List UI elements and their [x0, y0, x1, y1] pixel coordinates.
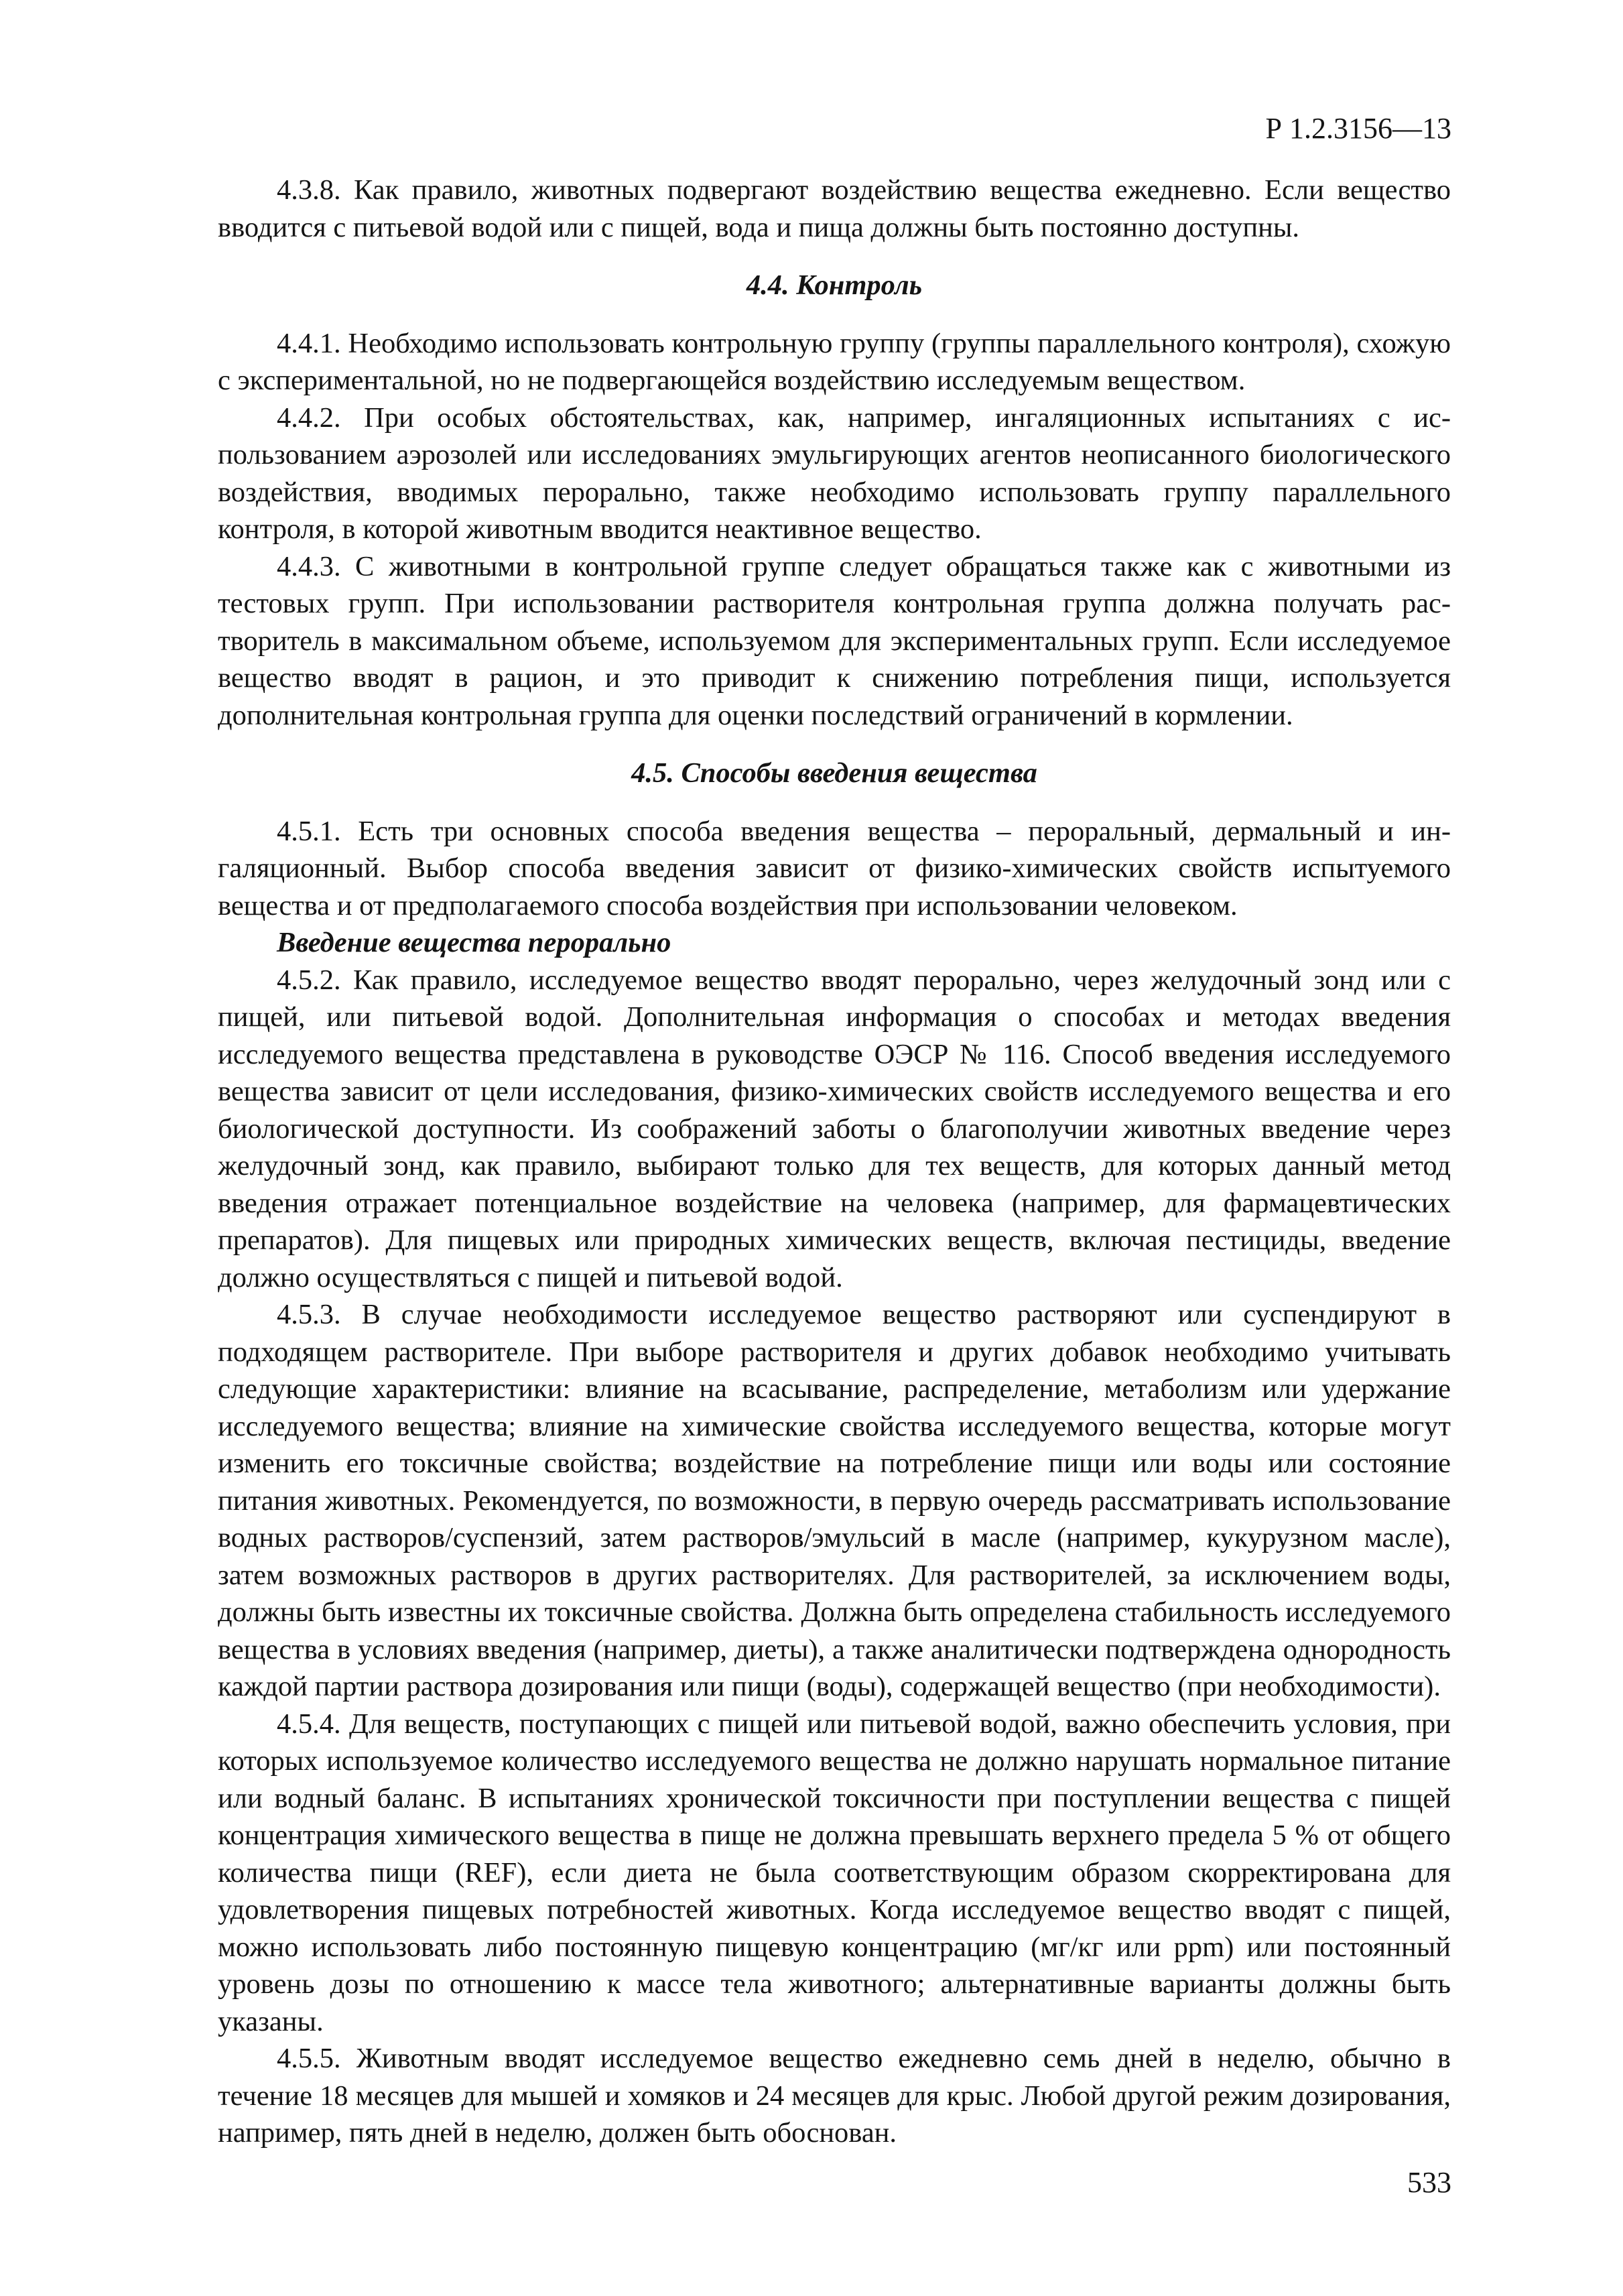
paragraph-4-4-3: 4.4.3. С животными в контрольной группе следует обращаться также как с животными из тестовых групп. При использовании растворителя контрольная группа должна получать растворитель в максимальном объеме, используемом для экспериментальных групп. Если исследуемое вещество вводят в рацион, и это приводит к снижению потребления пищи, используется дополнительная контрольная группа для оценки последствий ограничений в кормлении.: [218, 550, 1451, 731]
paragraph-4-4-1: 4.4.1. Необходимо использовать контрольную группу (группы параллельного контроля), схожую с экспериментальной, но не подвергающейся воздействию исследуемым веществом.: [218, 327, 1451, 396]
paragraph-4-3-8: 4.3.8. Как правило, животных подвергают воздействию вещества ежедневно. Если вещество вводится с питьевой водой или с пищей, вода и пища должны быть постоянно доступны.: [218, 174, 1451, 243]
page-body: [218, 172, 1451, 2152]
section-heading-4-5: 4.5. Способы введения вещества: [631, 757, 1037, 789]
page-number: 533: [1407, 2166, 1451, 2199]
paragraph-4-5-3: 4.5.3. В случае необходимости исследуемое вещество растворяют или суспендируют в подходящем растворителе. При выборе растворителя и других добавок необходимо учитывать следующие характеристики: влияние на всасывание, распределение, метаболизм или удержание исследуемого вещества; влияние на химические свойства исследуемого вещества, которые могут изменить его токсичные свойства; воздействие на потребление пищи или воды или состояние питания животных. Рекомендуется, по возможности, в первую очередь рассматривать использование водных растворов/суспензий, затем растворов/эмульсий в масле (например, кукурузном масле), затем возможных растворов в других растворителях. Для растворителей, за исключением воды, должны быть известны их токсичные свойства. Должна быть определена стабильность исследуемого вещества в условиях введения (например, диеты), а также аналитически подтверждена однородность каждой партии раствора дозирования или пищи (воды), содержащей вещество (при необходимости).: [218, 1299, 1451, 1702]
paragraph-4-5-1: 4.5.1. Есть три основных способа введения вещества – пероральный, дермальный и ингаляционный. Выбор способа введения зависит от физико-химических свойств испытуемого вещества и от предполагаемого способа воздействия при использовании человеком.: [218, 815, 1451, 921]
paragraph-4-5-4: 4.5.4. Для веществ, поступающих с пищей или питьевой водой, важно обеспечить условия, при которых используемое количество исследуемого вещества не должно нарушать нормальное питание или водный баланс. В испытаниях хронической токсичности при поступлении вещества с пищей концентрация химического вещества в пище не должна превышать верхнего предела 5 % от общего количества пищи (REF), если диета не была соответствующим образом скорректирована для удовлетворения пищевых потребностей животных. Когда исследуемое вещество вводят с пищей, можно использовать либо постоянную пищевую концентрацию (мг/кг или ppm) или постоянный уровень дозы по отношению к массе тела животного; альтернативные варианты должны быть указаны.: [218, 1708, 1451, 2037]
paragraph-4-5-2: 4.5.2. Как правило, исследуемое вещество вводят перорально, через желудочный зонд или с пищей, или питьевой водой. Дополнительная информация о способах и методах введения исследуемого вещества представлена в руководстве ОЭСР № 116. Способ введения исследуемого вещества зависит от цели исследования, физико-химических свойств исследуемого вещества и его биологической доступности. Из соображений заботы о благополучии животных введение через желудочный зонд, как правило, выбирают только для тех веществ, для которых данный метод введения отражает потенциальное воздействие на человека (например, для фармацевтических препаратов). Для пищевых или природных химических веществ, включая пестициды, введение должно осуществляться с пищей и питьевой водой.: [218, 964, 1451, 1293]
paragraph-4-4-2: 4.4.2. При особых обстоятельствах, как, например, ингаляционных испытаниях с использованием аэрозолей или исследованиях эмульгирующих агентов неописанного биологического воздействия, вводимых перорально, также необходимо использовать группу параллельного контроля, в которой животным вводится неактивное вещество.: [218, 401, 1451, 545]
document-code-header: Р 1.2.3156—13: [1265, 112, 1451, 145]
subheading-oral-administration: Введение вещества перорально: [277, 927, 671, 958]
paragraph-4-5-5: 4.5.5. Животным вводят исследуемое вещество ежедневно семь дней в неделю, обычно в течение 18 месяцев для мышей и хомяков и 24 месяцев для крыс. Любой другой режим дозирования, например, пять дней в неделю, должен быть обоснован.: [218, 2043, 1451, 2149]
section-heading-4-4: 4.4. Контроль: [746, 269, 923, 301]
